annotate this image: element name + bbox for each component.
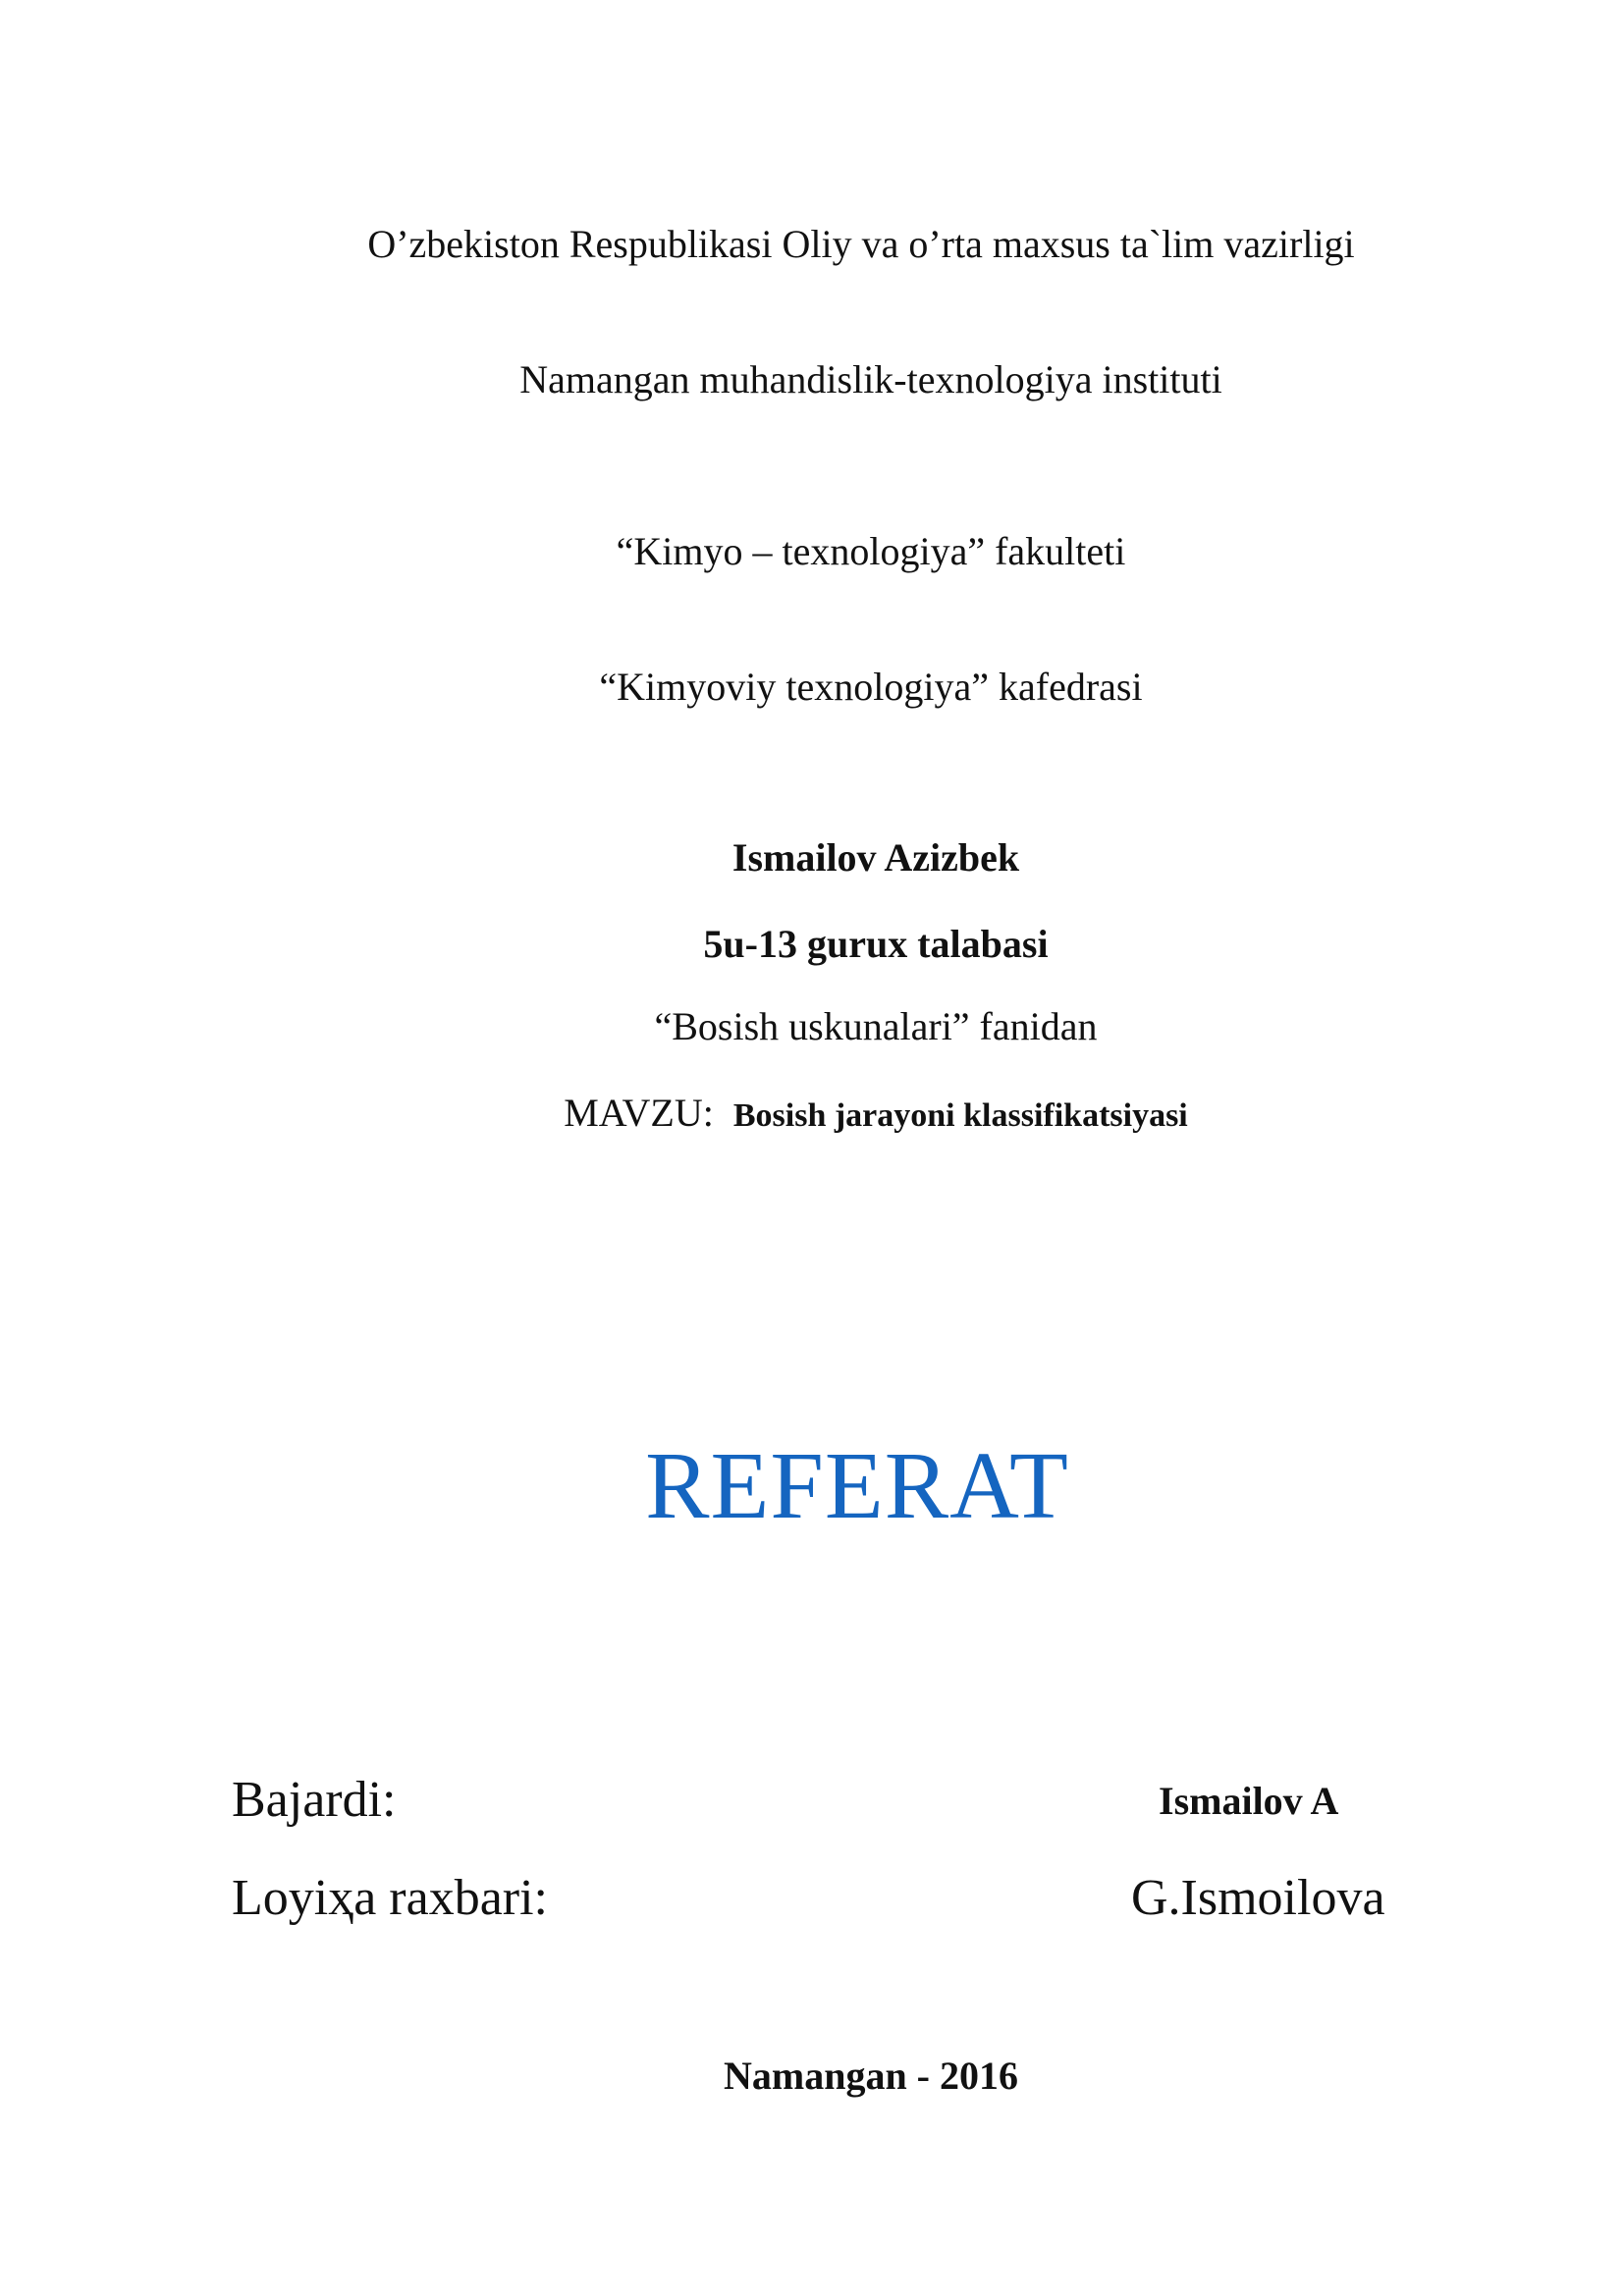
- student-group: 5u-13 gurux talabasi: [703, 922, 1049, 966]
- institute-line: Namangan muhandislik-texnologiya instituti: [519, 357, 1222, 401]
- topic-label: MAVZU:: [564, 1091, 714, 1135]
- project-lead-label: Loyiҳa raxbari:: [232, 1870, 548, 1926]
- faculty-line: “Kimyo – texnologiya” fakulteti: [616, 529, 1126, 573]
- project-lead-value: G.Ismoilova: [1131, 1870, 1385, 1926]
- topic-value: Bosish jarayoni klassifikatsiyasi: [732, 1097, 1188, 1134]
- done-by-value: Ismailov A: [1159, 1779, 1339, 1823]
- topic-line: [64, 1091, 1624, 1135]
- student-name: Ismailov Azizbek: [731, 835, 1020, 880]
- place-year: Namangan - 2016: [723, 2054, 1019, 2098]
- ministry-line: O’zbekiston Respublikasi Oliy va o’rta maxsus ta`lim vazirligi: [367, 222, 1355, 266]
- done-by-label: Bajardi:: [232, 1772, 397, 1828]
- department-line: “Kimyoviy texnologiya” kafedrasi: [599, 665, 1143, 709]
- subject-line: “Bosish uskunalari” fanidan: [654, 1004, 1098, 1048]
- document-type-title: REFERAT: [645, 1433, 1069, 1539]
